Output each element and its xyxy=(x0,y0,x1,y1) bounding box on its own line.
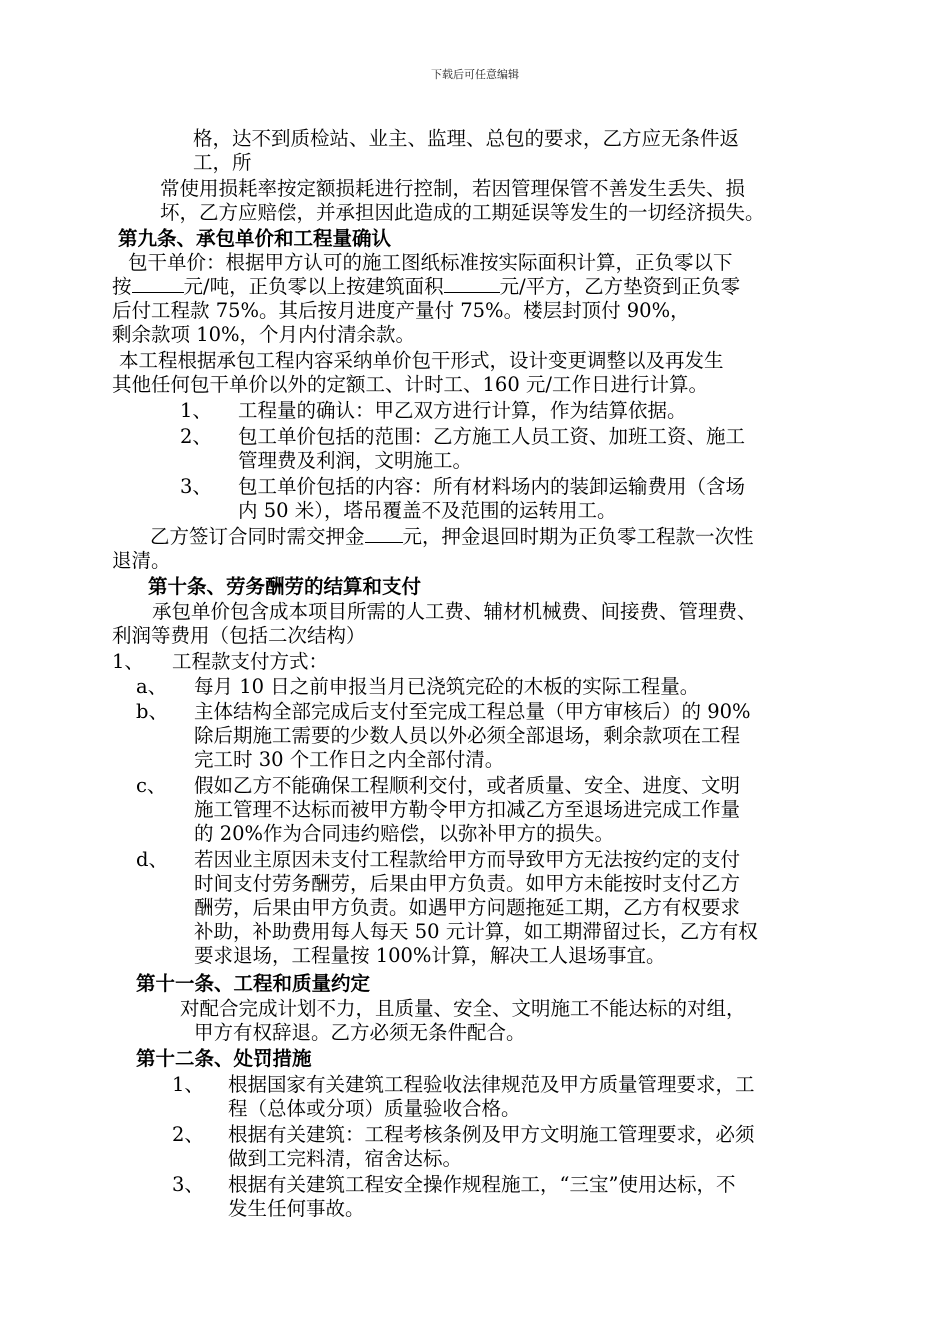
section-title: 第十条、劳务酬劳的结算和支付 xyxy=(148,575,422,598)
list-item-text: 根据国家有关建筑工程验收法律规范及甲方质量管理要求，工 xyxy=(228,1073,755,1096)
body-line: 包干单价：根据甲方认可的施工图纸标准按实际面积计算，正负零以下 xyxy=(128,251,733,274)
fill-blank xyxy=(444,275,500,293)
list-letter: a、 xyxy=(136,675,168,698)
body-line: 坏，乙方应赔偿，并承担因此造成的工期延误等发生的一切经济损失。 xyxy=(160,201,765,224)
page-header: 下载后可任意编辑 xyxy=(431,68,519,81)
body-line: 后付工程款 75%。其后按月进度产量付 75%。楼层封顶付 90%， xyxy=(112,299,690,322)
list-number: 1、 xyxy=(172,1073,204,1096)
list-item-text: 酬劳，后果由甲方负责。如遇甲方问题拖延工期，乙方有权要求 xyxy=(194,896,741,919)
text-fragment: 元/平方，乙方垫资到正负零 xyxy=(499,275,741,298)
list-item-text: 施工管理不达标而被甲方勒令甲方扣减乙方至退场进完成工作量 xyxy=(194,798,741,821)
section-title: 第十二条、处罚措施 xyxy=(136,1047,312,1070)
body-line: 本工程根据承包工程内容采纳单价包干形式，设计变更调整以及再发生 xyxy=(119,349,724,372)
list-number: 1、 xyxy=(112,650,144,673)
list-letter: c、 xyxy=(136,774,167,797)
list-item-text: 发生任何事故。 xyxy=(228,1197,365,1220)
body-line xyxy=(150,525,754,549)
list-number: 2、 xyxy=(172,1123,204,1146)
list-item-text: 工程款支付方式： xyxy=(172,650,329,673)
fill-blank xyxy=(132,275,184,293)
text-fragment: 乙方签订合同时需交押金 xyxy=(150,525,365,548)
list-item-text: 补助，补助费用每人每天 50 元计算，如工期滞留过长，乙方有权 xyxy=(194,920,758,943)
list-item-text: 每月 10 日之前申报当月已浇筑完砼的木板的实际工程量。 xyxy=(194,675,700,698)
list-item-text: 除后期施工需要的少数人员以外必须全部退场，剩余款项在工程 xyxy=(194,724,741,747)
list-item-text: 若因业主原因未支付工程款给甲方而导致甲方无法按约定的支付 xyxy=(194,848,741,871)
section-title: 第九条、承包单价和工程量确认 xyxy=(118,227,392,250)
text-fragment: 元/吨，正负零以上按建筑面积 xyxy=(183,275,444,298)
list-item-text: 根据有关建筑：工程考核条例及甲方文明施工管理要求，必须 xyxy=(228,1123,755,1146)
list-item-text: 工程量的确认：甲乙双方进行计算，作为结算依据。 xyxy=(238,399,687,422)
body-line: 格，达不到质检站、业主、监理、总包的要求，乙方应无条件返 xyxy=(193,127,740,150)
list-item-text: 的 20%作为合同违约赔偿，以弥补甲方的损失。 xyxy=(194,822,615,845)
body-line: 对配合完成计划不力，且质量、安全、文明施工不能达标的对组， xyxy=(180,997,746,1020)
list-item-text: 程（总体或分项）质量验收合格。 xyxy=(228,1097,521,1120)
body-line: 利润等费用（包括二次结构） xyxy=(112,624,366,647)
text-fragment: 元，押金退回时期为正负零工程款一次性 xyxy=(402,525,754,548)
list-number: 2、 xyxy=(180,425,212,448)
section-title: 第十一条、工程和质量约定 xyxy=(136,972,371,995)
list-letter: b、 xyxy=(136,700,168,723)
list-item-text: 完工时 30 个工作日之内全部付清。 xyxy=(194,748,505,771)
list-item-text: 根据有关建筑工程安全操作规程施工，“三宝”使用达标，不 xyxy=(228,1173,736,1196)
list-number: 3、 xyxy=(172,1173,204,1196)
list-number: 3、 xyxy=(180,475,212,498)
list-number: 1、 xyxy=(180,399,212,422)
list-item-text: 做到工完料清，宿舍达标。 xyxy=(228,1147,463,1170)
list-item-text: 内 50 米），塔吊覆盖不及范围的运转用工。 xyxy=(238,499,617,522)
list-item-text: 时间支付劳务酬劳，后果由甲方负责。如甲方未能按时支付乙方 xyxy=(194,872,741,895)
fill-blank xyxy=(365,525,403,543)
list-item-text: 包工单价包括的范围：乙方施工人员工资、加班工资、施工 xyxy=(238,425,746,448)
body-line xyxy=(112,275,740,299)
list-letter: d、 xyxy=(136,848,168,871)
list-item-text: 包工单价包括的内容：所有材料场内的装卸运输费用（含场 xyxy=(238,475,746,498)
body-line: 承包单价包含成本项目所需的人工费、辅材机械费、间接费、管理费、 xyxy=(152,600,757,623)
body-line: 剩余款项 10%，个月内付清余款。 xyxy=(112,323,416,346)
body-line: 甲方有权辞退。乙方必须无条件配合。 xyxy=(194,1021,526,1044)
body-line: 其他任何包干单价以外的定额工、计时工、160 元/工作日进行计算。 xyxy=(112,373,708,396)
list-item-text: 要求退场，工程量按 100%计算，解决工人退场事宜。 xyxy=(194,944,666,967)
list-item-text: 主体结构全部完成后支付至完成工程总量（甲方审核后）的 90% xyxy=(194,700,751,723)
body-line: 常使用损耗率按定额损耗进行控制，若因管理保管不善发生丢失、损 xyxy=(160,177,746,200)
body-line: 退清。 xyxy=(112,549,171,572)
text-fragment: 按 xyxy=(112,275,132,298)
body-line: 工，所 xyxy=(193,151,252,174)
list-item-text: 假如乙方不能确保工程顺利交付，或者质量、安全、进度、文明 xyxy=(194,774,741,797)
list-item-text: 管理费及利润，文明施工。 xyxy=(238,449,473,472)
